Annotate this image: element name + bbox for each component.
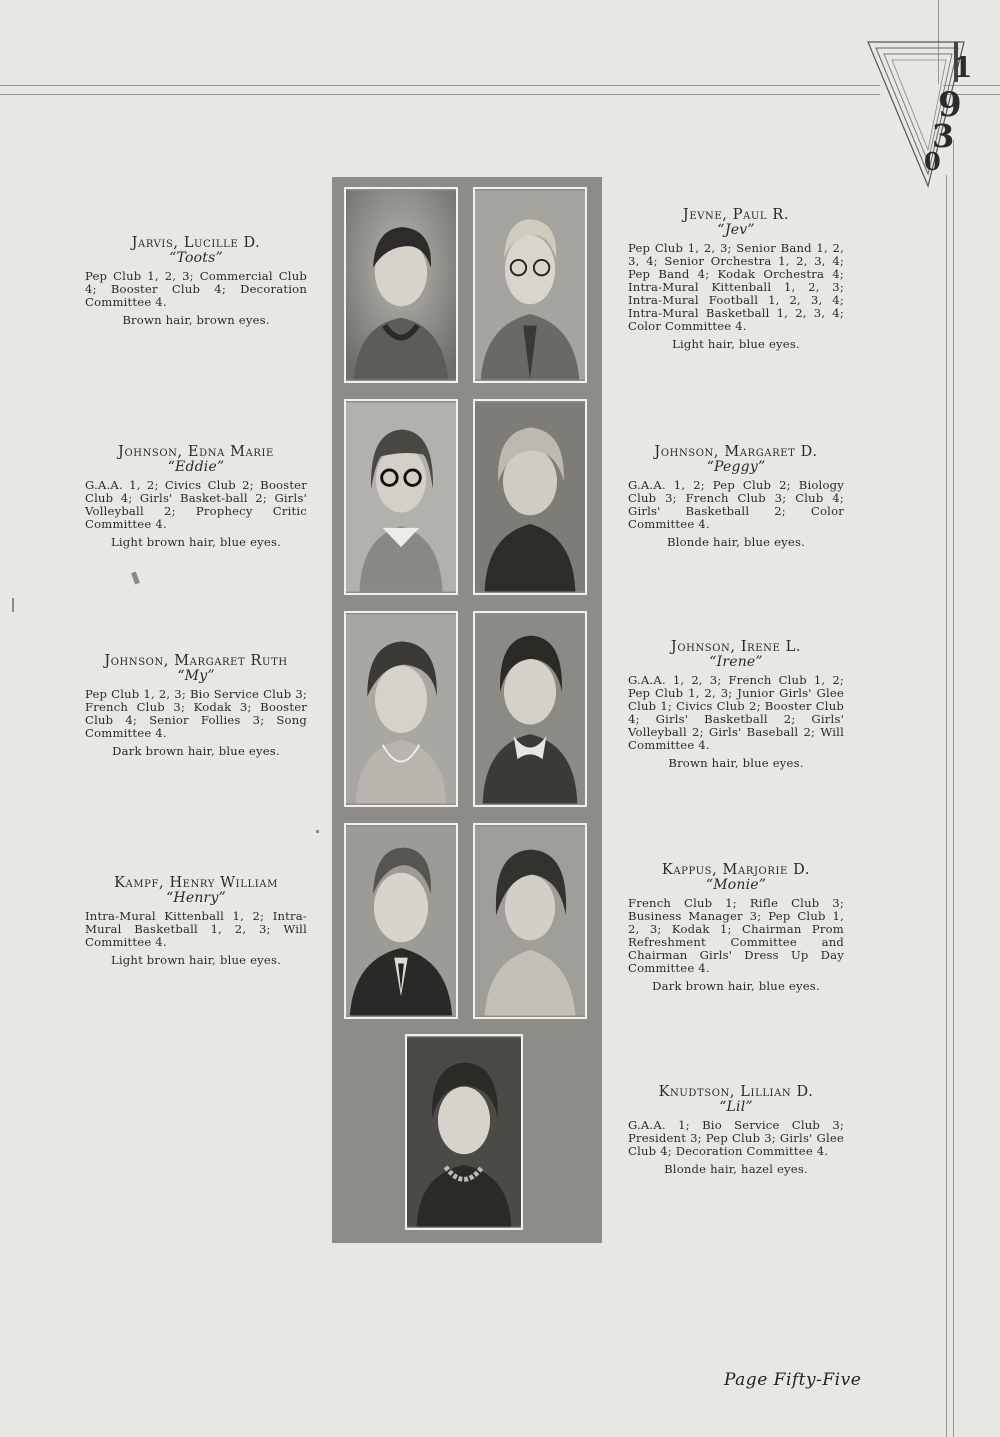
student-activities: G.A.A. 1; Bio Service Club 3; President 3; Pep Club 3; Girls' Glee Club 4; Decoration Committee 4. [628, 1118, 844, 1158]
student-nickname: “Henry” [166, 890, 226, 906]
right-rule-inner [946, 175, 947, 1437]
student-description: Blonde hair, hazel eyes. [664, 1162, 808, 1176]
student-name: Jarvis, Lucille D. [131, 235, 261, 251]
photo-strip [332, 177, 602, 1243]
student-activities: Pep Club 1, 2, 3; Senior Band 1, 2, 3, 4; Senior Orchestra 1, 2, 3, 4; Pep Band 4; Kodak Orchestra 4; Intra-Mural Kittenball 1, 2, 3; Intra-Mural Football 1, 2, 3, 4; Intra-Mural Basketball 1, 2, 3, 4; Color Committee 4. [628, 241, 844, 333]
portrait-icon [475, 613, 585, 805]
student-entry [85, 653, 307, 758]
student-description: Light brown hair, blue eyes. [110, 953, 282, 967]
student-entry [628, 207, 844, 351]
student-entry [628, 639, 844, 770]
student-entry [628, 444, 844, 549]
year-digit-0: 0 [924, 147, 941, 176]
portrait-johnson-irene [473, 611, 587, 807]
portrait-jevne [473, 187, 587, 383]
student-activities: G.A.A. 1, 2; Pep Club 2; Biology Club 3; French Club 3; Club 4; Girls' Basketball 2; Color Committee 4. [628, 478, 844, 531]
student-name: Johnson, Margaret Ruth [104, 653, 288, 669]
top-rule-lower [0, 94, 880, 95]
paper-speck [12, 598, 14, 612]
year-digit-9: 9 [938, 85, 962, 125]
portrait-icon [346, 825, 456, 1017]
portrait-johnson-edna [344, 399, 458, 595]
student-description: Blonde hair, blue eyes. [666, 535, 806, 549]
student-entry [85, 444, 307, 549]
portrait-kampf [344, 823, 458, 1019]
student-activities: G.A.A. 1, 2, 3; French Club 1, 2; Pep Club 1, 2, 3; Junior Girls' Glee Club 1; Civics Club 2; Booster Club 4; Girls' Basketball 2; Girls' Volleyball 2; Girls' Baseball 2; Will Committee 4. [628, 673, 844, 752]
top-rule-upper [0, 85, 880, 86]
portrait-icon [346, 189, 456, 381]
portrait-icon [407, 1036, 521, 1228]
student-activities: Pep Club 1, 2, 3; Bio Service Club 3; French Club 3; Kodak 3; Booster Club 4; Senior Follies 3; Song Committee 4. [85, 687, 307, 740]
student-nickname: “Eddie” [167, 459, 225, 475]
student-activities: G.A.A. 1, 2; Civics Club 2; Booster Club 4; Girls' Basket-ball 2; Girls' Volleyball 2; Prophecy Critic Committee 4. [85, 478, 307, 531]
portrait-icon [475, 825, 585, 1017]
student-description: Dark brown hair, blue eyes. [112, 744, 280, 758]
student-description: Dark brown hair, blue eyes. [652, 979, 820, 993]
portrait-icon [346, 401, 456, 593]
portrait-icon [475, 189, 585, 381]
portrait-icon [346, 613, 456, 805]
student-name: Johnson, Edna Marie [118, 444, 274, 460]
year-digit-3: 3 [932, 117, 955, 155]
portrait-johnson-margaret-ruth [344, 611, 458, 807]
student-nickname: “Peggy” [706, 459, 766, 475]
student-entry [628, 862, 844, 993]
portrait-johnson-margaret-d [473, 399, 587, 595]
paper-speck [316, 830, 319, 833]
student-description: Light brown hair, blue eyes. [110, 535, 282, 549]
portrait-knudtson [405, 1034, 523, 1230]
portrait-kappus [473, 823, 587, 1019]
portrait-jarvis [344, 187, 458, 383]
student-entry [628, 1084, 844, 1176]
student-name: Kampf, Henry William [114, 875, 278, 891]
student-nickname: “Lil” [719, 1099, 753, 1115]
student-description: Light hair, blue eyes. [672, 337, 800, 351]
student-name: Knudtson, Lillian D. [658, 1084, 814, 1100]
student-nickname: “Irene” [709, 654, 763, 670]
student-name: Kappus, Marjorie D. [661, 862, 811, 878]
student-name: Jevne, Paul R. [682, 207, 790, 223]
student-description: Brown hair, brown eyes. [122, 313, 270, 327]
student-description: Brown hair, blue eyes. [668, 756, 804, 770]
right-rule-outer [953, 140, 954, 1437]
paper-speck [131, 572, 140, 585]
student-activities: Pep Club 1, 2, 3; Commercial Club 4; Booster Club 4; Decoration Committee 4. [85, 269, 307, 309]
student-nickname: “Monie” [705, 877, 767, 893]
student-nickname: “Toots” [169, 250, 223, 266]
student-name: Johnson, Margaret D. [654, 444, 818, 460]
page-number: Page Fifty-Five [724, 1370, 862, 1390]
student-entry [85, 875, 307, 967]
student-nickname: “My” [177, 668, 215, 684]
year-digit-1: 1 [953, 51, 973, 84]
student-nickname: “Jev” [717, 222, 755, 238]
year-emblem [866, 38, 973, 188]
student-activities: Intra-Mural Kittenball 1, 2; Intra-Mural Basketball 1, 2, 3; Will Committee 4. [85, 909, 307, 949]
portrait-icon [475, 401, 585, 593]
student-entry [85, 235, 307, 327]
student-activities: French Club 1; Rifle Club 3; Business Manager 3; Pep Club 1, 2, 3; Kodak 1; Chairman Prom Refreshment Committee and Chairman Girls' Dress Up Day Committee 4. [628, 896, 844, 975]
student-name: Johnson, Irene L. [670, 639, 802, 655]
